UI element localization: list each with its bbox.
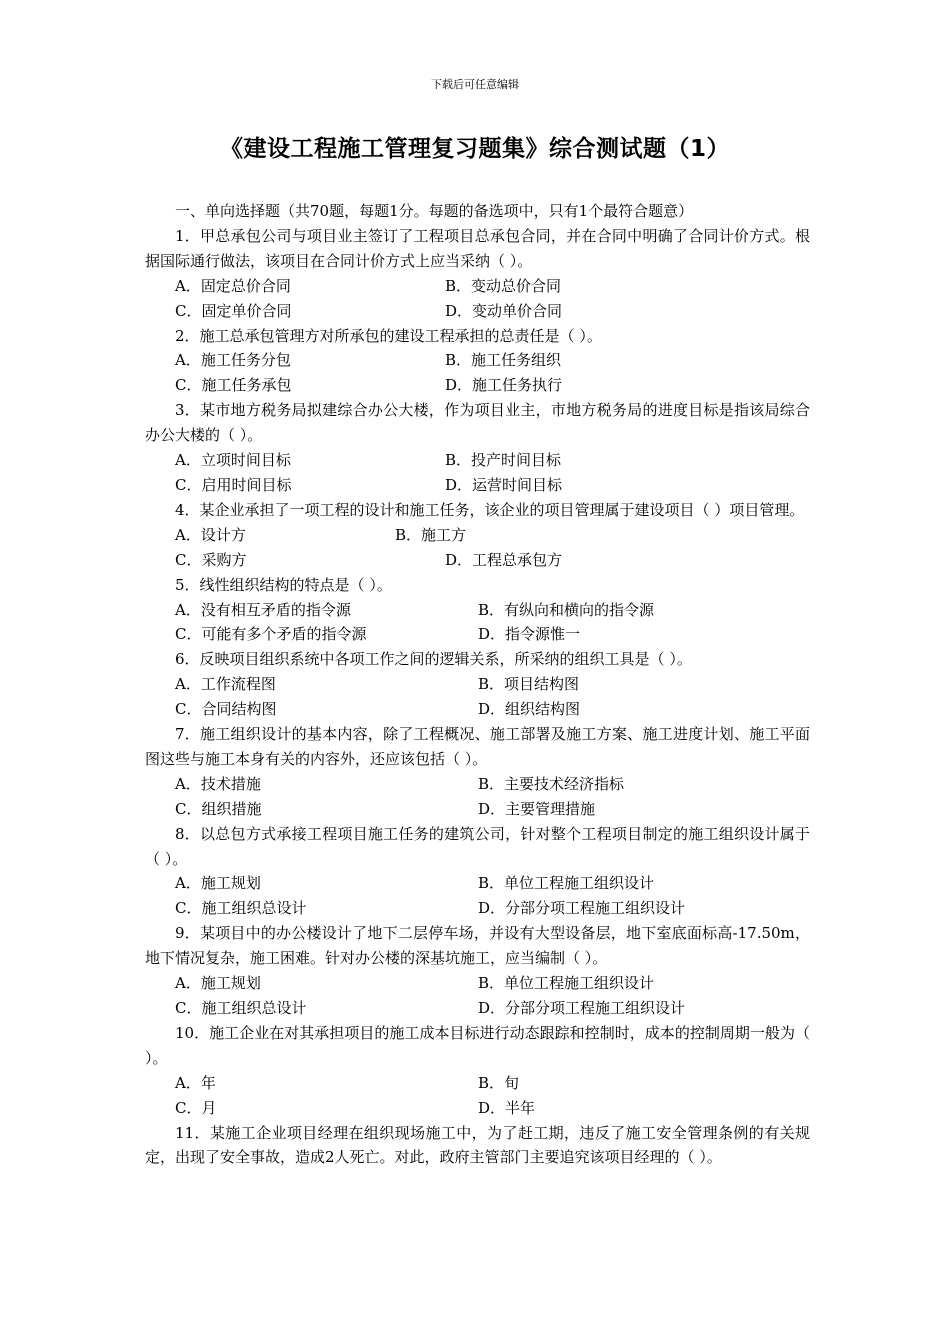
question-10 — [145, 1021, 810, 1121]
option-a: A．立项时间目标 — [175, 451, 291, 470]
question-stem: 10．施工企业在对其承担项目的施工成本目标进行动态跟踪和控制时，成本的控制周期一般为（ ）。 — [145, 1023, 810, 1067]
option-row — [145, 697, 810, 722]
section-heading: 一、单向选择题（共70题，每题1分。每题的备选项中，只有1个最符合题意） — [175, 202, 694, 220]
question-11 — [145, 1121, 810, 1171]
option-row — [145, 274, 810, 299]
option-c: C．启用时间目标 — [175, 475, 292, 494]
option-b: B．单位工程施工组织设计 — [478, 874, 655, 893]
option-row — [145, 871, 810, 896]
option-c: C．施工组织总设计 — [175, 899, 307, 918]
option-row — [145, 548, 810, 573]
option-b: B．主要技术经济指标 — [478, 774, 625, 793]
option-a: A．工作流程图 — [175, 675, 276, 694]
option-d: D．运营时间目标 — [445, 475, 563, 494]
option-d: D．分部分项工程施工组织设计 — [478, 999, 686, 1017]
option-row — [145, 797, 810, 822]
option-b: B．变动总价合同 — [445, 276, 562, 295]
option-row — [145, 598, 810, 623]
question-8 — [145, 822, 810, 922]
option-row — [145, 348, 810, 373]
question-2 — [145, 324, 810, 399]
question-stem: 5．线性组织结构的特点是（ ）。 — [175, 575, 392, 594]
option-d: D．分部分项工程施工组织设计 — [478, 899, 686, 918]
option-b: B．单位工程施工组织设计 — [478, 974, 655, 993]
option-a: A．施工规划 — [175, 874, 261, 893]
option-d: D．主要管理措施 — [478, 799, 596, 818]
option-c: C．月 — [175, 1098, 217, 1117]
question-1 — [145, 224, 810, 324]
question-6 — [145, 647, 810, 722]
option-row — [145, 473, 810, 498]
option-c: C．采购方 — [175, 550, 247, 569]
option-row — [145, 672, 810, 697]
option-a: A．施工规划 — [175, 974, 261, 993]
question-stem: 7．施工组织设计的基本内容，除了工程概况、施工部署及施工方案、施工进度计划、施工平面图这些与施工本身有关的内容外，还应该包括（ ）。 — [145, 725, 810, 768]
option-c: C．施工组织总设计 — [175, 999, 307, 1017]
option-b: B．旬 — [478, 1073, 520, 1092]
option-b: B．施工方 — [395, 525, 467, 544]
option-row — [145, 622, 810, 647]
option-c: C．固定单价合同 — [175, 301, 292, 320]
option-c: C．合同结构图 — [175, 700, 277, 719]
option-d: D．工程总承包方 — [445, 550, 563, 569]
option-a: A．技术措施 — [175, 774, 261, 793]
option-row — [145, 373, 810, 398]
option-a: A．施工任务分包 — [175, 351, 291, 370]
question-stem: 4．某企业承担了一项工程的设计和施工任务，该企业的项目管理属于建设项目（ ）项目管理。 — [175, 500, 805, 519]
option-c: C．施工任务承包 — [175, 376, 292, 395]
question-stem: 8．以总包方式承接工程项目施工任务的建筑公司，针对整个工程项目制定的施工组织设计属于（ ）。 — [145, 824, 810, 868]
option-row — [145, 971, 810, 996]
page-header: 下载后可任意编辑 — [431, 78, 519, 91]
question-9 — [145, 921, 810, 1021]
option-c: C．可能有多个矛盾的指令源 — [175, 625, 367, 644]
option-row — [145, 299, 810, 324]
option-d: D．组织结构图 — [478, 700, 581, 719]
option-c: C．组织措施 — [175, 799, 262, 818]
option-b: B．有纵向和横向的指令源 — [478, 600, 655, 619]
option-row — [145, 772, 810, 797]
option-a: A．设计方 — [175, 525, 246, 544]
question-stem: 1．甲总承包公司与项目业主签订了工程项目总承包合同，并在合同中明确了合同计价方式。根据国际通行做法，该项目在合同计价方式上应当采纳（ ）。 — [145, 226, 810, 270]
option-d: D．施工任务执行 — [445, 376, 563, 395]
question-7 — [145, 722, 810, 822]
option-row — [145, 896, 810, 921]
question-stem: 9．某项目中的办公楼设计了地下二层停车场，并设有大型设备层，地下室底面标高-17.50m，地下情况复杂，施工困难。针对办公楼的深基坑施工，应当编制（ ）。 — [145, 924, 810, 968]
option-b: B．施工任务组织 — [445, 351, 562, 370]
option-a: A．固定总价合同 — [175, 276, 291, 295]
question-stem: 2．施工总承包管理方对所承包的建设工程承担的总责任是（ ）。 — [175, 326, 602, 345]
question-5 — [145, 573, 810, 648]
question-3 — [145, 398, 810, 498]
question-stem: 6．反映项目组织系统中各项工作之间的逻辑关系，所采纳的组织工具是（ ）。 — [175, 650, 692, 669]
question-stem: 11．某施工企业项目经理在组织现场施工中，为了赶工期，违反了施工安全管理条例的有关规定，出现了安全事故，造成2人死亡。对此，政府主管部门主要追究该项目经理的（ ）。 — [145, 1123, 810, 1167]
option-row — [145, 1071, 810, 1096]
option-a: A．没有相互矛盾的指令源 — [175, 600, 351, 619]
question-stem: 3．某市地方税务局拟建综合办公大楼，作为项目业主，市地方税务局的进度目标是指该局综合办公大楼的（ ）。 — [145, 401, 810, 445]
option-d: D．指令源惟一 — [478, 625, 581, 644]
option-row — [145, 1096, 810, 1121]
option-row — [145, 996, 810, 1021]
option-d: D．变动单价合同 — [445, 301, 563, 320]
exam-body — [145, 199, 810, 1170]
question-4 — [145, 498, 810, 573]
option-row — [145, 523, 810, 548]
option-row — [145, 448, 810, 473]
option-d: D．半年 — [478, 1098, 536, 1117]
document-title: 《建设工程施工管理复习题集》综合测试题（1） — [219, 136, 730, 162]
option-a: A．年 — [175, 1073, 216, 1092]
option-b: B．投产时间目标 — [445, 451, 562, 470]
option-b: B．项目结构图 — [478, 675, 580, 694]
